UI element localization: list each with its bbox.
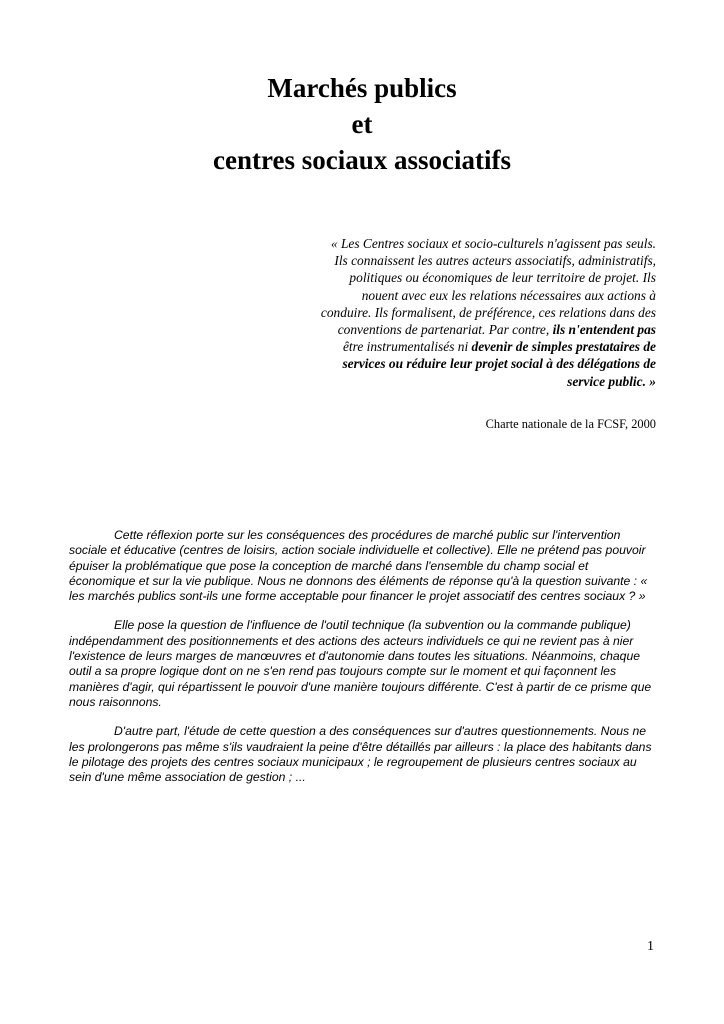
title-line-1: Marchés publics bbox=[267, 73, 457, 103]
paragraph-3: D'autre part, l'étude de cette question a des conséquences sur d'autres questionnements. Nous ne les prolongerons pas même s'ils vaudraient la peine d'être détaillés par ailleurs : la place des habitants dans le pilotage des projets des centres sociaux municipaux ; le regroupement de plusieurs centres sociaux au sein d'une même association de gestion ; ... bbox=[69, 724, 652, 785]
body-text bbox=[69, 528, 657, 799]
epigraph-emphasis-1: ils n'entendent pas bbox=[552, 322, 656, 338]
paragraph-1: Cette réflexion porte sur les conséquences des procédures de marché public sur l'intervention sociale et éducative (centres de loisirs, action sociale individuelle et collective). Elle ne prétend pas pouvoir épuiser la problématique que pose la conception de marché dans l'ensemble du champ social et économique et sur la vie publique. Nous ne donnons des éléments de réponse qu'à la question suivante : « les marchés publics sont-ils une forme acceptable pour financer le projet associatif des centres sociaux ? » bbox=[69, 528, 648, 604]
epigraph-emphasis-2: devenir de simples prestataires de services ou réduire leur projet social à des délégations de service public. » bbox=[342, 339, 656, 389]
epigraph-text-1: « Les Centres sociaux et socio-culturels n'agissent pas seuls. Ils connaissent les autres acteurs associatifs, administratifs, politiques ou économiques de leur territoire de projet. Ils nouent avec eux les relations nécessaires aux actions à conduire. Ils formalisent, de préférence, ces relations dans des conventions de partenariat. Par contre, bbox=[320, 236, 656, 338]
title-line-3: centres sociaux associatifs bbox=[213, 145, 511, 175]
page-number: 1 bbox=[647, 939, 654, 954]
epigraph-quote bbox=[320, 235, 656, 390]
document-title bbox=[0, 70, 724, 178]
epigraph-attribution: Charte nationale de la FCSF, 2000 bbox=[485, 417, 656, 431]
epigraph-text-2: être instrumentalisés ni bbox=[342, 339, 472, 355]
title-line-2: et bbox=[351, 109, 373, 139]
paragraph-2: Elle pose la question de l'influence de l'outil technique (la subvention ou la commande publique) indépendamment des positionnements et des actions des acteurs individuels ce qui ne revient pas à nier l'existence de leurs marges de manœuvres et d'autonomie dans toutes les situations. Néanmoins, chaque outil a sa propre logique dont on ne s'en rend pas toujours compte sur le moment et qui façonnent les manières d'agir, qui répartissent le pouvoir d'une manière toujours différente. C'est à partir de ce prisme que nous raisonnons. bbox=[69, 618, 652, 709]
